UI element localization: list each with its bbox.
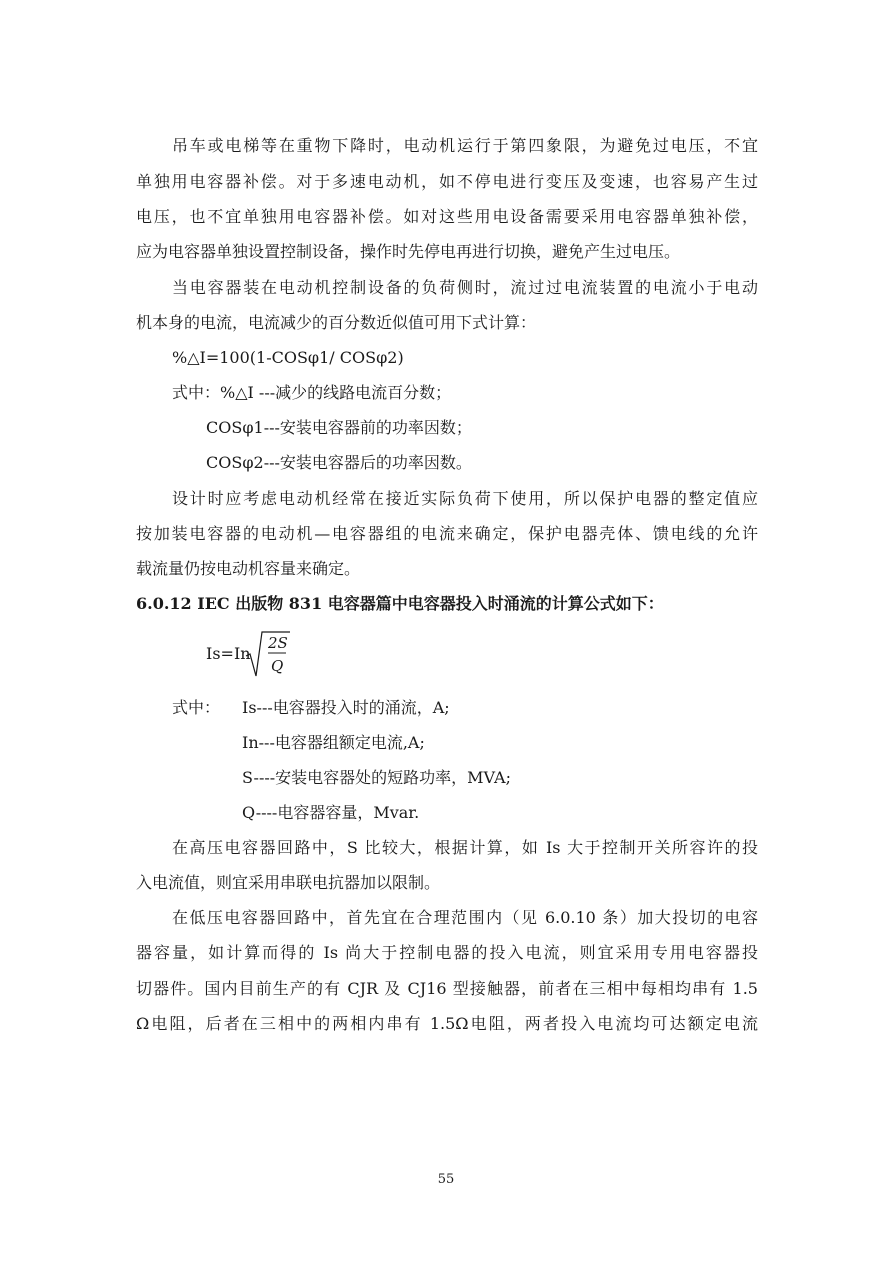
page-number: 55 bbox=[437, 1172, 455, 1187]
text-line: 应为电容器单独设置控制设备，操作时先停电再进行切换，避免产生过电压。 bbox=[136, 242, 681, 261]
formula-line: %△I=100(1-COSφ1/ COSφ2) bbox=[172, 348, 404, 367]
text-line: 机本身的电流，电流减少的百分数近似值可用下式计算： bbox=[136, 313, 537, 332]
text-line: 入电流值，则宜采用串联电抗器加以限制。 bbox=[136, 873, 441, 892]
text-line: Ω电阻，后者在三相中的两相内串有 1.5Ω电阻，两者投入电流均可达额定电流 bbox=[136, 1014, 758, 1033]
text-line: 在低压电容器回路中，首先宜在合理范围内（见 6.0.10 条）加大投切的电容 bbox=[172, 908, 758, 927]
text-line: 式中：%△I ---减少的线路电流百分数； bbox=[172, 383, 452, 402]
text-line: Is---电容器投入时的涌流，A; bbox=[242, 698, 450, 717]
text-line: COSφ1---安装电容器前的功率因数； bbox=[206, 418, 472, 437]
text-line: 器容量，如计算而得的 Is 尚大于控制电器的投入电流，则宜采用专用电容器投 bbox=[136, 943, 758, 962]
text-line: S----安装电容器处的短路功率，MVA; bbox=[242, 768, 511, 787]
text-line: 当电容器装在电动机控制设备的负荷侧时，流过过电流装置的电流小于电动 bbox=[172, 278, 758, 297]
text-line: 单独用电容器补偿。对于多速电动机，如不停电进行变压及变速，也容易产生过 bbox=[136, 172, 758, 191]
text-line: COSφ2---安装电容器后的功率因数。 bbox=[206, 453, 472, 472]
formula-lhs: Is=In bbox=[206, 644, 251, 663]
text-line: 设计时应考虑电动机经常在接近实际负荷下使用，所以保护电器的整定值应 bbox=[172, 489, 758, 508]
text-line: 吊车或电梯等在重物下降时，电动机运行于第四象限，为避免过电压，不宜 bbox=[172, 136, 758, 155]
text-line: 电压，也不宜单独用电容器补偿。如对这些用电设备需要采用电容器单独补偿， bbox=[136, 207, 758, 226]
text-line: Q----电容器容量，Mvar. bbox=[242, 803, 420, 822]
formula-numerator: 2S bbox=[268, 634, 288, 652]
text-line: 在高压电容器回路中，S 比较大，根据计算，如 Is 大于控制开关所容许的投 bbox=[172, 838, 758, 857]
formula-denominator: Q bbox=[271, 657, 284, 675]
text-line: In---电容器组额定电流,A; bbox=[242, 733, 425, 752]
section-heading: 6.0.12 IEC 出版物 831 电容器篇中电容器投入时涌流的计算公式如下： bbox=[136, 594, 664, 613]
text-line: 按加装电容器的电动机—电容器组的电流来确定，保护电器壳体、馈电线的允许 bbox=[136, 524, 758, 543]
text-line: 式中： bbox=[172, 698, 221, 717]
text-line: 载流量仍按电动机容量来确定。 bbox=[136, 559, 361, 578]
text-line: 切器件。国内目前生产的有 CJR 及 CJ16 型接触器，前者在三相中每相均串有 1.5 bbox=[136, 979, 758, 998]
